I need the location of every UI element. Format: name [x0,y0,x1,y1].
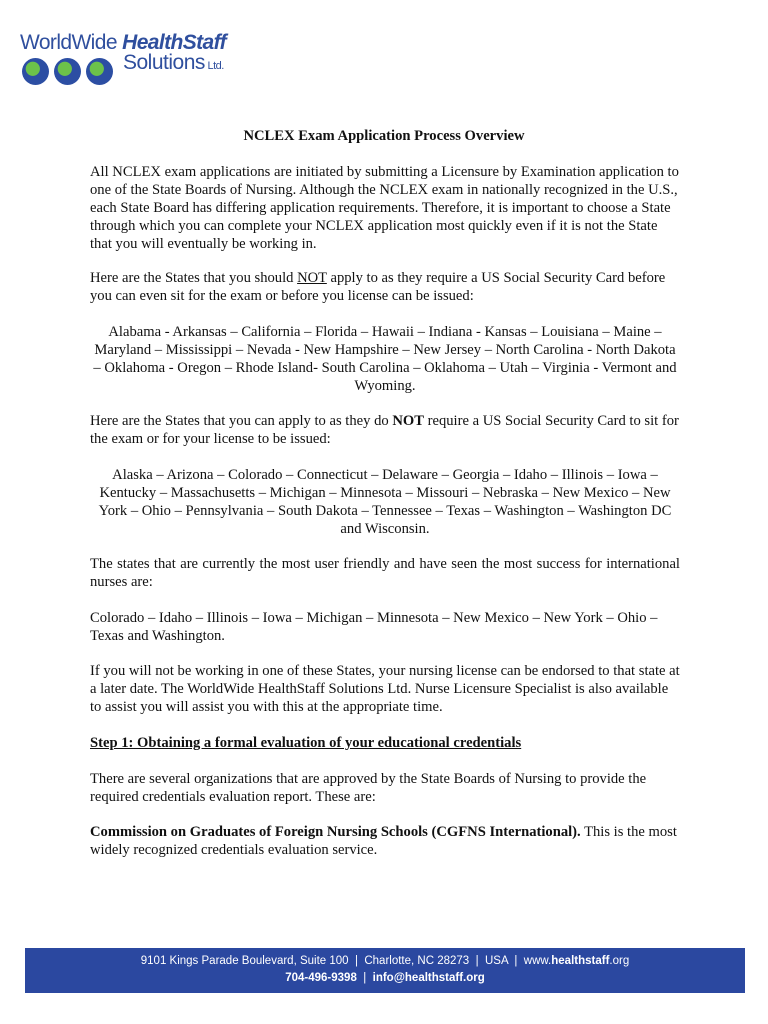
globe-icon [54,58,81,85]
globe-icon [22,58,49,85]
footer-city: Charlotte, NC 28273 [364,955,470,967]
footer-phone: 704-496-9398 [285,972,357,984]
separator: | [363,972,367,984]
emphasis: NOT [392,413,424,429]
footer-contact-bar [25,948,745,993]
text: require a US Social Security Card to sit for the exam or for your license to be issued: [90,413,679,447]
not-apply-paragraph [90,269,680,305]
logo-text: WorldWide [20,31,123,54]
separator: | [514,955,518,967]
text: healthstaff [551,955,610,967]
endorsement-paragraph: If you will not be working in one of these States, your nursing license can be endorsed to that state at a later date. The WorldWide HealthStaff Solutions Ltd. Nurse Licensure Specialist is also available to assist you will assist you with this at the appropriate time. [90,663,680,715]
separator: | [475,955,479,967]
emphasis: NOT [297,270,327,286]
text: .org [609,955,630,967]
text: Here are the States that you can apply to as they do [90,413,393,429]
states-not-apply-list: Alabama - Arkansas – California – Florida – Hawaii – Indiana - Kansas – Louisiana – Maine – Maryland – Mississippi – Nevada - New Hampshire – New Jersey – North Carolina - North Dakota – Oklahoma - Oregon – Rhode Island- South Carolina – Oklahoma – Utah – Virginia - Vermont and Wyoming. [93,324,677,394]
footer-address: 9101 Kings Parade Boulevard, Suite 100 [140,955,349,967]
logo-text: HealthStaff [122,31,227,54]
intro-paragraph: All NCLEX exam applications are initiated by submitting a Licensure by Examination application to one of the State Boards of Nursing. Although the NCLEX exam in nationally recognized in the U.S., each State Board has differing application requirements. Therefore, it is important to choose a State through which you can complete your NCLEX application most quickly even if it is not the State that you will eventually be working in. [90,164,679,252]
friendly-states-paragraph: The states that are currently the most user friendly and have seen the most success for international nurses are: [90,556,680,590]
friendly-states-list: Colorado – Idaho – Illinois – Iowa – Michigan – Minnesota – New Mexico – New York – Ohio – Texas and Washington. [90,610,658,644]
logo-text: Solutions [123,51,205,74]
text: apply to as they require a US Social Security Card before you can even sit for the exam or before you license can be issued: [90,270,666,304]
text: www. [523,955,552,967]
footer-country: USA [484,955,508,967]
text: This is the most widely recognized credentials evaluation service. [90,824,677,858]
document-title: NCLEX Exam Application Process Overview [243,128,525,144]
text: Here are the States that you should [90,270,298,286]
company-logo [20,31,260,94]
states-can-apply-list: Alaska – Arizona – Colorado – Connecticut – Delaware – Georgia – Idaho – Illinois – Iowa – Kentucky – Massachusetts – Michigan – Minnesota – Missouri – Nebraska – New Mexico – New York – Ohio – Pennsylvania – South Dakota – Tennessee – Texas – Washington – Washington DC and Wisconsin. [98,467,672,537]
logo-text: Ltd. [204,60,224,72]
website-link[interactable] [524,955,629,967]
email-link[interactable]: info@healthstaff.org [372,972,485,984]
organization-name: Commission on Graduates of Foreign Nursing Schools (CGFNS International). [90,824,581,840]
globe-icon [86,58,113,85]
cgfns-paragraph [90,823,680,859]
step1-heading: Step 1: Obtaining a formal evaluation of your educational credentials [90,735,522,751]
organizations-paragraph: There are several organizations that are approved by the State Boards of Nursing to provide the required credentials evaluation report. These are: [90,771,647,805]
separator: | [354,955,358,967]
can-apply-paragraph [90,412,680,448]
footer-line [25,953,745,970]
footer-line [25,970,745,987]
